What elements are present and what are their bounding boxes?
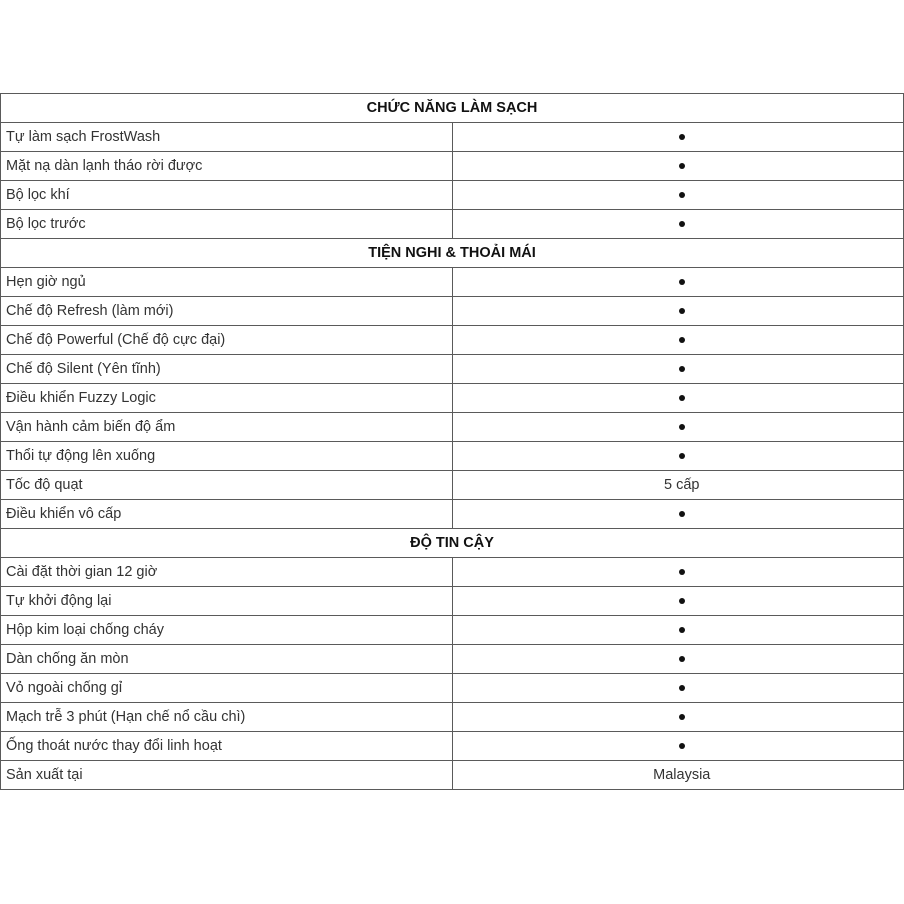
spec-row [1, 355, 904, 384]
spec-label: Điều khiển Fuzzy Logic [1, 384, 453, 413]
spec-row [1, 500, 904, 529]
spec-label: Cài đặt thời gian 12 giờ [1, 558, 453, 587]
spec-row [1, 732, 904, 761]
spec-table [0, 93, 904, 790]
spec-value: Malaysia [452, 761, 904, 790]
bullet-dot-icon [679, 221, 685, 227]
spec-row [1, 181, 904, 210]
spec-label: Hộp kim loại chống cháy [1, 616, 453, 645]
spec-row [1, 210, 904, 239]
spec-label: Tự khởi động lại [1, 587, 453, 616]
spec-value [452, 645, 904, 674]
section-header-row [1, 239, 904, 268]
bullet-dot-icon [679, 598, 685, 604]
spec-label: Thổi tự động lên xuống [1, 442, 453, 471]
bullet-dot-icon [679, 337, 685, 343]
bullet-dot-icon [679, 685, 685, 691]
bullet-dot-icon [679, 569, 685, 575]
spec-row [1, 123, 904, 152]
spec-value [452, 355, 904, 384]
spec-label: Bộ lọc khí [1, 181, 453, 210]
spec-label: Sản xuất tại [1, 761, 453, 790]
spec-row [1, 645, 904, 674]
spec-label: Chế độ Silent (Yên tĩnh) [1, 355, 453, 384]
spec-value [452, 732, 904, 761]
spec-table-body [1, 94, 904, 790]
bullet-dot-icon [679, 453, 685, 459]
spec-row [1, 384, 904, 413]
bullet-dot-icon [679, 656, 685, 662]
spec-row [1, 442, 904, 471]
bullet-dot-icon [679, 627, 685, 633]
spec-value [452, 210, 904, 239]
bullet-dot-icon [679, 366, 685, 372]
spec-value [452, 500, 904, 529]
spec-value [452, 268, 904, 297]
bullet-dot-icon [679, 308, 685, 314]
spec-row [1, 152, 904, 181]
spec-row [1, 297, 904, 326]
bullet-dot-icon [679, 134, 685, 140]
bullet-dot-icon [679, 511, 685, 517]
spec-value [452, 558, 904, 587]
spec-value [452, 616, 904, 645]
bullet-dot-icon [679, 743, 685, 749]
spec-row [1, 471, 904, 500]
spec-label: Dàn chống ăn mòn [1, 645, 453, 674]
spec-row [1, 558, 904, 587]
spec-row [1, 703, 904, 732]
bullet-dot-icon [679, 424, 685, 430]
spec-value [452, 587, 904, 616]
spec-label: Mạch trễ 3 phút (Hạn chế nổ cầu chì) [1, 703, 453, 732]
spec-row [1, 674, 904, 703]
spec-row [1, 587, 904, 616]
bullet-dot-icon [679, 395, 685, 401]
section-header-row [1, 94, 904, 123]
spec-value [452, 674, 904, 703]
spec-value [452, 413, 904, 442]
spec-label: Vỏ ngoài chống gỉ [1, 674, 453, 703]
spec-label: Tốc độ quạt [1, 471, 453, 500]
spec-label: Chế độ Refresh (làm mới) [1, 297, 453, 326]
spec-value [452, 297, 904, 326]
spec-label: Điều khiển vô cấp [1, 500, 453, 529]
section-title: ĐỘ TIN CẬY [1, 529, 904, 558]
bullet-dot-icon [679, 192, 685, 198]
section-header-row [1, 529, 904, 558]
spec-label: Chế độ Powerful (Chế độ cực đại) [1, 326, 453, 355]
spec-row [1, 413, 904, 442]
spec-value [452, 123, 904, 152]
spec-row [1, 761, 904, 790]
spec-value [452, 384, 904, 413]
spec-label: Mặt nạ dàn lạnh tháo rời được [1, 152, 453, 181]
spec-label: Vận hành cảm biến độ ẩm [1, 413, 453, 442]
spec-label: Tự làm sạch FrostWash [1, 123, 453, 152]
bullet-dot-icon [679, 714, 685, 720]
bullet-dot-icon [679, 163, 685, 169]
spec-value [452, 152, 904, 181]
bullet-dot-icon [679, 279, 685, 285]
spec-label: Hẹn giờ ngủ [1, 268, 453, 297]
spec-value [452, 326, 904, 355]
spec-row [1, 616, 904, 645]
spec-value [452, 181, 904, 210]
spec-label: Ống thoát nước thay đổi linh hoạt [1, 732, 453, 761]
section-title: CHỨC NĂNG LÀM SẠCH [1, 94, 904, 123]
spec-row [1, 268, 904, 297]
spec-value [452, 442, 904, 471]
spec-value: 5 cấp [452, 471, 904, 500]
spec-row [1, 326, 904, 355]
spec-label: Bộ lọc trước [1, 210, 453, 239]
section-title: TIỆN NGHI & THOẢI MÁI [1, 239, 904, 268]
spec-value [452, 703, 904, 732]
